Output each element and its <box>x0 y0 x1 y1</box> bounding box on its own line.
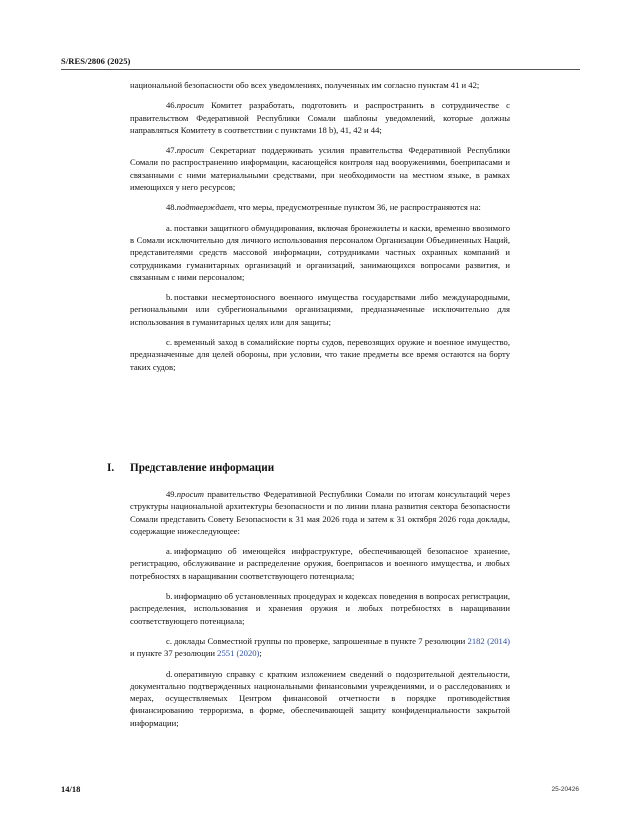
subparagraph-text: и пункте 37 резолюции <box>130 648 218 659</box>
subparagraph-49c <box>130 635 510 660</box>
subparagraph-text: поставки защитного обмундирования, включая бронежилеты и каски, временно ввозимого в Сомали исключительно для личного использования персоналом Организации Объединенных Наций, представителями средств массовой информации, сотрудниками частных охранных компаний и сотрудниками гуманитарных организаций и организаций, занимающихся вопросами развития, и связанным с ними персоналом; <box>130 222 510 282</box>
paragraph-number: 49. <box>166 489 177 499</box>
subparagraph-letter: a. <box>166 222 172 233</box>
subparagraph-49d <box>130 668 510 729</box>
subparagraph-text: доклады Совместной группы по проверке, запрошенные в пункте 7 резолюции <box>174 635 468 646</box>
body-top <box>130 79 510 381</box>
section-title: Представление информации <box>130 462 275 474</box>
subparagraph-text: информацию об установленных процедурах и кодексах поведения в вопросах регистрации, распределения, использования и хранения оружия и любых потребностях в наращивании соответствующего потенциала; <box>130 591 510 626</box>
paragraph-49 <box>130 488 510 537</box>
paragraph-number: 47. <box>166 145 177 156</box>
subparagraph-letter: b. <box>166 591 173 602</box>
subparagraph-48a <box>130 222 510 283</box>
paragraph-continuation: национальной безопасности обо всех уведомлениях, полученных им согласно пунктам 41 и 42; <box>130 80 480 90</box>
paragraph-text: Комитет разработать, подготовить и распространить в сотрудничестве с правительством Федеративной Республики Сомали шаблоны уведомлений, которые должны направляться Комитету в соответствии с пунктами 18 b), 41, 42 и 44; <box>130 100 510 135</box>
operative-verb: просит <box>176 145 204 156</box>
subparagraph-text: поставки несмертоносного военного имущества государствами либо международными, региональными или субрегиональными организациями, предназначенные исключительно для использования в гуманитарных целях или для защиты; <box>130 292 510 327</box>
subparagraph-text: информацию об имеющейся инфраструктуре, обеспечивающей безопасное хранение, регистрацию, обслуживание и распределение оружия, боеприпасов и военного имущества, и любых потребностях в наращивании соответствующего потенциала; <box>130 546 510 581</box>
subparagraph-letter: b. <box>166 292 173 303</box>
paragraph-47 <box>130 144 510 193</box>
operative-verb: просит <box>176 100 204 111</box>
subparagraph-letter: c. <box>166 337 172 348</box>
subparagraph-49b <box>130 590 510 627</box>
subparagraph-letter: c. <box>166 635 172 646</box>
page-number: 14/18 <box>61 784 81 794</box>
subparagraph-letter: a. <box>166 546 172 557</box>
subparagraph-text: оперативную справку с кратким изложением сведений о подозрительной деятельности, документально подтвержденных национальными финансовыми учреждениями, и о расследованиях и мерах, осуществляемых Центром финансовой отчетности в порядке противодействия финансированию терроризма, в форме, обеспечивающей защиту конфиденциальности закрытой информации; <box>130 668 510 728</box>
header-divider <box>61 69 580 70</box>
document-symbol: S/RES/2806 (2025) <box>61 56 131 66</box>
operative-verb: подтверждает <box>176 202 234 213</box>
resolution-link-2182[interactable]: 2182 (2014) <box>467 635 510 646</box>
subparagraph-letter: d. <box>166 668 173 679</box>
subparagraph-text: ; <box>259 648 262 659</box>
section-heading <box>107 462 274 474</box>
paragraph-46 <box>130 99 510 136</box>
document-code: 25-20426 <box>551 786 579 793</box>
subparagraph-48b <box>130 291 510 328</box>
paragraph-text: правительство Федеративной Республики Сомали по итогам консультаций через структуры национальной архитектуры безопасности и по линии плана развития сектора безопасности Сомали представить Совету Безопасности к 31 мая 2026 года и затем к 31 октября 2026 года доклады, содержащие нижеследующее: <box>130 489 510 536</box>
subparagraph-48c <box>130 336 510 373</box>
paragraph-48 <box>130 201 510 213</box>
body-bottom <box>130 488 510 737</box>
operative-verb: просит <box>176 489 204 499</box>
paragraph-text: , что меры, предусмотренные пунктом 36, не распространяются на: <box>233 202 481 213</box>
paragraph-text: Секретариат поддерживать усилия правительства Федеративной Республики Сомали по распространению информации, касающейся контроля над вооружениями, боеприпасами и связанными с ними материальными средствами, при необходимости на местном языке, в рамках имеющихся у него ресурсов; <box>130 145 510 193</box>
paragraph-number: 46. <box>166 100 177 111</box>
paragraph-number: 48. <box>166 202 177 213</box>
subparagraph-text: временный заход в сомалийские порты судов, перевозящих оружие и военное имущество, предназначенные для целей обороны, при условии, что такие предметы все время остаются на борту таких судов; <box>130 337 510 372</box>
subparagraph-49a <box>130 545 510 582</box>
resolution-link-2551[interactable]: 2551 (2020) <box>217 648 260 659</box>
section-number: I. <box>107 462 115 474</box>
